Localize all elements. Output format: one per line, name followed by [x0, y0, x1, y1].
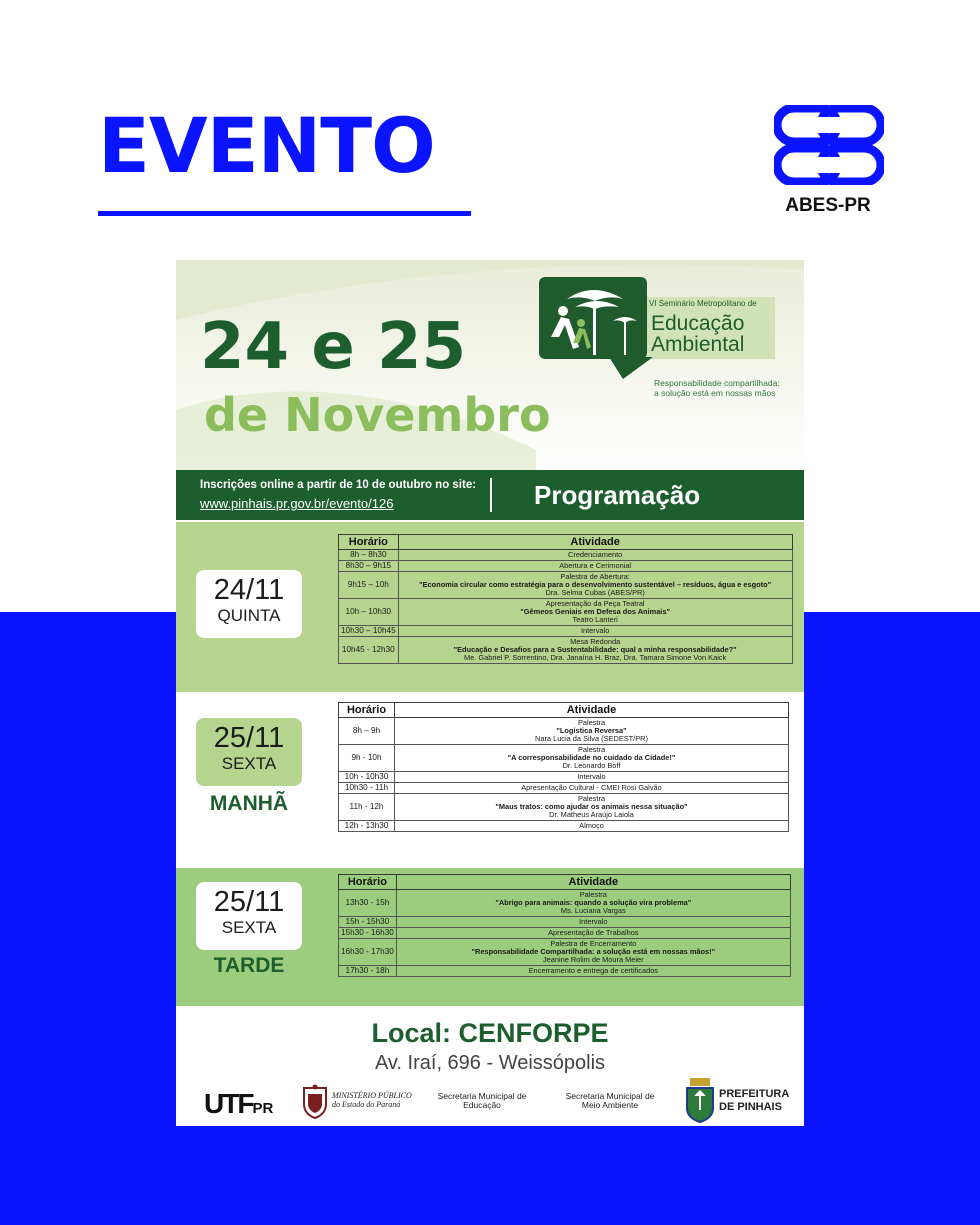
poster-hero — [176, 260, 804, 470]
schedule-activity — [396, 928, 790, 939]
schedule-row — [339, 917, 791, 928]
day-3-card — [196, 882, 302, 950]
schedule-row — [339, 550, 793, 561]
schedule-row — [339, 939, 791, 966]
schedule-row — [339, 783, 789, 794]
header-activity: Atividade — [396, 875, 790, 890]
activity-title: "Abrigo para animais: quando a solução vira problema" — [495, 898, 692, 907]
schedule-activity — [398, 550, 792, 561]
activity-kind: Apresentação da Peça Teatral — [545, 599, 645, 608]
schedule-time: 13h30 - 15h — [339, 890, 397, 917]
schedule-row — [339, 745, 789, 772]
seminar-subtitle-line-2: a solução está em nossas mãos — [654, 388, 776, 398]
day-3-date: 25/11 — [213, 886, 285, 918]
schedule-time: 10h - 10h30 — [339, 772, 395, 783]
day-2-card — [196, 718, 302, 786]
activity-title: "Economia circular como estratégia para o desenvolvimento sustentável – resíduos, água e esgoto" — [419, 580, 772, 589]
seminar-name-line-2: Ambiental — [651, 333, 745, 356]
schedule-activity — [395, 718, 789, 745]
bar-divider — [490, 478, 492, 512]
day-2-date: 25/11 — [213, 722, 285, 754]
day-2-period: MANHÃ — [209, 792, 289, 815]
day-1-weekday: QUINTA — [217, 606, 281, 625]
table-header-row — [339, 535, 793, 550]
abes-logo-icon — [774, 105, 884, 185]
date-line-1: 24 e 25 — [200, 310, 467, 384]
activity-who: Intervalo — [577, 772, 606, 781]
activity-who: Jeanine Rolim de Moura Meier — [542, 955, 644, 964]
day-3-period: TARDE — [213, 954, 285, 977]
activity-title: "Educação e Desafios para a Sustentabilidade: qual a minha responsabilidade?" — [453, 645, 737, 654]
secretaria-educacao-logo — [426, 1092, 538, 1110]
seminar-subtitle — [654, 378, 804, 398]
venue-name: CENFORPE — [458, 1018, 609, 1048]
activity-title: "Logística Reversa" — [556, 726, 627, 735]
activity-who: Credenciamento — [568, 550, 623, 559]
seminar-logo — [539, 277, 779, 377]
venue-address: Av. Iraí, 696 - Weissópolis — [374, 1052, 606, 1074]
day-3-weekday: SEXTA — [221, 918, 277, 937]
schedule-day-2-afternoon — [176, 868, 804, 1006]
schedule-row — [339, 626, 793, 637]
date-line-2: de Novembro — [204, 388, 551, 442]
schedule-row — [339, 928, 791, 939]
schedule-row — [339, 794, 789, 821]
day-2-weekday: SEXTA — [221, 754, 277, 773]
schedule-row — [339, 718, 789, 745]
header-time: Horário — [339, 535, 399, 550]
pref-line-1: PREFEITURA — [719, 1088, 790, 1100]
schedule-time: 9h - 10h — [339, 745, 395, 772]
schedule-time: 17h30 - 18h — [339, 966, 397, 977]
secretaria-meio-ambiente-logo — [554, 1092, 666, 1110]
schedule-time: 11h - 12h — [339, 794, 395, 821]
schedule-activity — [398, 626, 792, 637]
seminar-logo-dark-panel — [539, 277, 647, 359]
activity-who: Dra. Selma Cubas (ABES/PR) — [545, 588, 645, 597]
schedule-row — [339, 561, 793, 572]
header-time: Horário — [339, 703, 395, 718]
pinhais-crest-icon — [684, 1076, 716, 1124]
utfpr-logo-suffix: PR — [252, 1100, 274, 1117]
day-1-table — [338, 534, 793, 664]
seminar-subtitle-line-1: Responsabilidade compartilhada: — [654, 378, 780, 388]
registration-text: Inscrições online a partir de 10 de outubro no site: — [200, 479, 477, 491]
activity-who: Intervalo — [580, 626, 610, 635]
schedule-row — [339, 772, 789, 783]
edu-line-1: Secretaria Municipal de — [437, 1091, 527, 1101]
day-2-table — [338, 702, 789, 832]
schedule-activity — [396, 966, 790, 977]
page-title: EVENTO — [98, 101, 435, 190]
schedule-row — [339, 572, 793, 599]
schedule-activity — [398, 599, 792, 626]
activity-who: Dr. Leonardo Boff — [562, 761, 621, 770]
activity-title: "A corresponsabilidade no cuidado da Cidade!" — [507, 753, 676, 762]
activity-kind: Palestra — [577, 718, 606, 727]
sponsor-logos — [176, 1080, 804, 1126]
schedule-time: 10h30 - 11h — [339, 783, 395, 794]
day-3-table — [338, 874, 791, 977]
meio-line-1: Secretaria Municipal de — [565, 1091, 655, 1101]
prefeitura-pinhais-logo — [719, 1088, 789, 1114]
programacao-title: Programação — [534, 480, 701, 510]
seminar-speech-tail — [609, 357, 653, 379]
activity-title: "Responsabilidade Compartilhada: a solução está em nossas mãos!" — [471, 947, 716, 956]
schedule-row — [339, 821, 789, 832]
schedule-time: 15h30 - 16h30 — [339, 928, 397, 939]
activity-kind: Palestra — [577, 794, 606, 803]
activity-who: Apresentação de Trabalhos — [548, 928, 639, 937]
schedule-activity — [396, 890, 790, 917]
schedule-row — [339, 966, 791, 977]
schedule-time: 9h15 – 10h — [339, 572, 399, 599]
activity-who: Nara Lucia da Silva (SEDEST/PR) — [535, 734, 648, 743]
mp-line-2: do Estado do Paraná — [332, 1100, 401, 1109]
activity-kind: Palestra — [579, 890, 607, 899]
activity-who: Teatro Lanteri — [572, 615, 618, 624]
activity-kind: Palestra de Encerramento — [550, 939, 637, 948]
schedule-activity — [395, 794, 789, 821]
schedule-time: 12h - 13h30 — [339, 821, 395, 832]
schedule-activity — [395, 821, 789, 832]
utfpr-logo-text: UTF — [204, 1088, 253, 1119]
pref-line-2: DE PINHAIS — [719, 1101, 782, 1113]
title-underline — [98, 211, 471, 216]
schedule-day-2-morning — [176, 696, 804, 866]
schedule-time: 8h – 9h — [339, 718, 395, 745]
table-header-row — [339, 875, 791, 890]
schedule-time: 10h30 – 10h45 — [339, 626, 399, 637]
schedule-activity — [398, 572, 792, 599]
day-1-card — [196, 570, 302, 638]
activity-who: Me. Gabriel P. Sorrentino, Dra. Janaína H. Braz, Dra. Tamara Simone Von Kaick — [464, 653, 727, 662]
schedule-time: 10h45 - 12h30 — [339, 637, 399, 664]
venue — [176, 1018, 804, 1049]
header-activity: Atividade — [398, 535, 792, 550]
activity-who: Encerramento e entrega de certificados — [528, 966, 659, 975]
registration-bar — [176, 470, 804, 520]
schedule-activity — [398, 561, 792, 572]
schedule-time: 16h30 - 17h30 — [339, 939, 397, 966]
ministerio-publico-logo — [332, 1091, 412, 1109]
schedule-time: 8h – 8h30 — [339, 550, 399, 561]
activity-who: Almoço — [579, 821, 604, 830]
utfpr-logo — [204, 1088, 273, 1120]
araucaria-tree-icon — [539, 277, 647, 359]
schedule-activity — [396, 917, 790, 928]
activity-who: Dr. Matheus Araújo Laiola — [549, 810, 634, 819]
schedule-time: 8h30 – 9h15 — [339, 561, 399, 572]
schedule-activity — [396, 939, 790, 966]
header-activity: Atividade — [395, 703, 789, 718]
activity-who: Apresentação Cultural - CMEI Rosi Galvão — [521, 783, 662, 792]
activity-who: Intervalo — [579, 917, 608, 926]
activity-who: Abertura e Cerimonial — [559, 561, 632, 570]
day-1-date: 24/11 — [213, 574, 285, 606]
schedule-activity — [395, 772, 789, 783]
schedule-row — [339, 599, 793, 626]
seminar-name — [651, 313, 779, 355]
edu-line-2: Educação — [463, 1100, 501, 1110]
registration-url[interactable]: www.pinhais.pr.gov.br/evento/126 — [200, 496, 394, 511]
venue-label: Local: — [371, 1018, 451, 1048]
table-header-row — [339, 703, 789, 718]
schedule-activity — [395, 783, 789, 794]
seminar-edition: VI Seminário Metropolitano de — [649, 299, 757, 308]
schedule-activity — [395, 745, 789, 772]
event-poster — [176, 260, 804, 1126]
schedule-row — [339, 637, 793, 664]
activity-kind: Mesa Redonda — [570, 637, 621, 646]
activity-title: "Gêmeos Geniais em Defesa dos Animais" — [520, 607, 670, 616]
abes-logo-label: ABES-PR — [785, 195, 871, 216]
seminar-name-line-1: Educação — [651, 312, 745, 335]
schedule-day-1 — [176, 522, 804, 692]
parana-crest-icon — [300, 1084, 330, 1120]
schedule-time: 10h – 10h30 — [339, 599, 399, 626]
schedule-row — [339, 890, 791, 917]
meio-line-2: Meio Ambiente — [581, 1100, 639, 1110]
header-time: Horário — [339, 875, 397, 890]
activity-who: Ms. Luciana Vargas — [560, 906, 626, 915]
schedule-time: 15h - 15h30 — [339, 917, 397, 928]
schedule-activity — [398, 637, 792, 664]
activity-kind: Palestra — [577, 745, 606, 754]
mp-line-1: MINISTÉRIO PÚBLICO — [332, 1091, 412, 1100]
activity-title: "Maus tratos: como ajudar os animais nessa situação" — [495, 802, 688, 811]
activity-kind: Palestra de Abertura: — [560, 572, 630, 581]
